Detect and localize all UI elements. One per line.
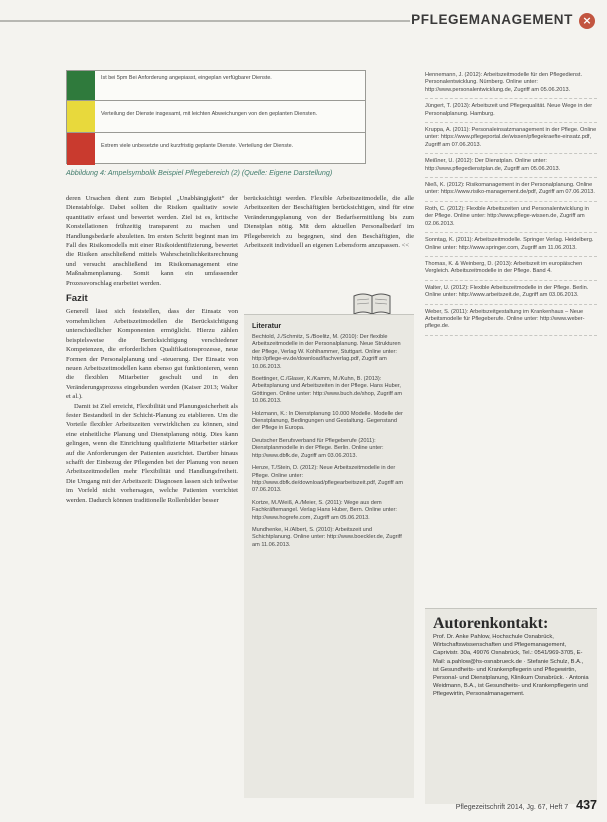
reference-item: Holzmann, K.: In Dienstplanung 10.000 Modelle. Modelle der Dienstplanung, Bedingungen und Gestaltung. Gegenstand der Pflege in Europa. (252, 410, 403, 432)
section-title: PFLEGEMANAGEMENT (411, 12, 573, 27)
figure-row-yellow (67, 101, 365, 133)
page-header (0, 0, 607, 38)
reference-item: Walter, U. (2012): Flexible Arbeitszeitmodelle in der Pflege. Berlin. Online unter: http://www.arbeitszeit.de, Zugriff am 03.06.2013. (425, 285, 597, 305)
reference-item: Meißner, U. (2012): Der Dienstplan. Online unter: http://www.pflegedienstplan.de, Zugriff am 05.06.2013. (425, 158, 597, 178)
figure-row-text: Ist bei 5pm Bei Anforderung angepiasst, eingeplan verfügbarer Dienste. (101, 75, 272, 81)
green-swatch (67, 71, 95, 100)
reference-item: Kortze, M./Weiß, A./Meier, S. (2011): Wege aus dem Fachkräftemangel. Verlag Hans Huber, Bern. Online unter: http://www.hogrefe.com, Zugriff am 05.06.2013. (252, 499, 397, 521)
right-reference-column (425, 72, 597, 340)
literature-heading: Literatur (252, 321, 282, 330)
page-number: 437 (576, 798, 597, 812)
text-column-2 (244, 194, 414, 250)
text-column-1 (66, 194, 238, 505)
section-heading-fazit: Fazit (66, 293, 88, 305)
literature-box (244, 314, 414, 798)
author-heading: Autorenkontakt: (433, 615, 549, 632)
body-paragraph: Generell lässt sich feststellen, dass der Einsatz von vornehmlichen Arbeitszeitmodellen die Berücksichtigung unterschiedlicher Komponenten ermöglicht. Hierzu zählen beispielsweise die Berücksichtigung verschiedener Kompetenzen, die erforderlichen Qualifikationsprozesse, neue Formen der Personalplanung und -steuerung. Der Einsatz von neuen Arbeitszeitmodellen kann ebenso gut funktionieren, wenn die flexiblen Mitarbeiter geschult und in den Veränderungsprozess eingebunden werden (Kaiser 2013; Walter et al.). (66, 308, 238, 401)
traffic-light-figure (66, 70, 366, 164)
red-swatch (67, 133, 95, 165)
figure-row-text: Extrem viele unbesetzte und kurzfristig geplante Dienste. Verteilung der Dienste. (101, 143, 294, 149)
reference-item: Roth, C. (2012): Flexible Arbeitszeiten und Personalentwicklung in der Pflege. Online unter: http://www.pflege-wissen.de, Zugriff am 02.06.2013. (425, 206, 597, 233)
author-text: Prof. Dr. Anke Pahlow, Hochschule Osnabrück, Wirtschaftswissenschaften und Pflegemanagement, Caprivistr. 30a, 49076 Osnabrück, Tel.: 0541/969-3705, E-Mail: a.pahlow@hs-osnabrueck.de · Stefanie Schulz, B.A., ist Gesundheits- und Krankenpflegerin und Pflegewirtin, Personal- und Dienstplanung, Klinikum Osnabrück. · Antonia Weidmann, B.A., ist Gesundheits- und Krankenpflegerin und Pflegewirtin, Personalmanagement. (433, 634, 589, 698)
body-paragraph: berücksichtigt werden. Flexible Arbeitszeitmodelle, die alle Arbeitszeiten der Beschäftigten berücksichtigen, sind für eine Veränderungsplanung von der Bedarfsermittlung bis zum Dienstplan nötig. Mit dem aktuellen Personalbedarf im Pflegebereich zu begegnen, sind den Beschäftigten, die Arbeitszeit individuell an eigenen Lebensform anzupassen. << (244, 195, 414, 250)
reference-item: Mundhenke, H./Albert, S. (2010): Arbeitszeit und Schichtplanung. Online unter: http://www.boeckler.de, Zugriff am 11.06.2013. (252, 526, 402, 548)
reference-item: Boettinger, C./Glaser, K./Kamm, M./Kuhn, B. (2013): Arbeitsplanung und Arbeitszeiten in der Pflege. Hans Huber, Göttingen. Online unter: http://www.buch.de/shop, Zugriff am 10.06.2013. (252, 376, 403, 405)
figure-caption: Abbildung 4: Ampelsymbolik Beispiel Pflegebereich (2) (Quelle: Eigene Darstellung) (66, 168, 333, 177)
journal-citation: Pflegezeitschrift 2014, Jg. 67, Heft 7 (455, 804, 569, 811)
author-contact-box (425, 608, 597, 804)
reference-item: Weber, S. (2011): Arbeitszeitgestaltung im Krankenhaus – Neue Arbeitsmodelle für Pflegeberufe. Online unter: http://www.weber-pflege.de. (425, 309, 597, 336)
reference-item: Bechtold, J./Schmitz, S./Boelitz, M. (2010): Der flexible Arbeitszeitmodelle in der Personalplanung. Neue Strukturen der Pflege, Verlag W. Kohlhammer, Stuttgart. Online unter: http://pflege-ev.de/download/fachverlag.pdf, Zugriff am 10.06.2013. (252, 334, 401, 370)
reference-item: Hennemann, J. (2012): Arbeitszeitmodelle für den Pflegedienst. Personalentwicklung. Nürnberg. Online unter: http://www.personalentwicklung.de, Zugriff am 05.06.2013. (425, 72, 597, 99)
reference-item: Jüngert, T. (2013): Arbeitszeit und Pflegequalität. Neue Wege in der Personalplanung. Hamburg. (425, 103, 597, 123)
body-paragraph: deren Ursachen dient zum Beispiel „Unabhängigkeit“ der Dienstabfolge. Dabei sollten die Risiken qualitativ sowie quantitativ erfasst und bewertet werden. Ziel ist es, kritische Konstellationen frühzeitig transparent zu machen und Handlungsbedarfe abzuleiten. Im ersten Schritt beginnt man im Fall des Risikomodells mit einer Risikoidentifizierung, bewertet die Risiken anschließend mittels Wahrscheinlichkeitsrechnung und versucht anschließend im Risikomanagement eine Maßnahmenplanung. Somit kann ein umfassender Prozessvorschlag erarbeitet werden. (66, 195, 238, 287)
reference-item: Nieß, K. (2012): Risikomanagement in der Personalplanung. Online unter: https://www.risiko-management.de/pdf, Zugriff am 07.06.2013. (425, 182, 597, 202)
book-icon (352, 290, 392, 316)
page-footer (456, 798, 597, 812)
header-rule (0, 20, 410, 22)
figure-row-green (67, 71, 365, 101)
reference-item: Henze, T./Stein, D. (2012): Neue Arbeitszeitmodelle in der Pflege. Online unter: http://www.dbfk.de/download/pflegearbeitszeit.pdf, Zugriff am 07.06.2013. (252, 465, 404, 494)
reference-item: Sonntag, K. (2011): Arbeitszeitmodelle. Springer Verlag. Heidelberg. Online unter: http://www.springer.com, Zugriff am 11.06.2013. (425, 237, 597, 257)
close-icon: × (579, 13, 595, 29)
reference-item: Deutscher Berufsverband für Pflegeberufe (2011): Dienstplanmodelle in der Pflege. Berlin. Online unter: http://www.dbfk.de, Zugriff am 03.06.2013. (252, 437, 384, 459)
body-paragraph: Damit ist Ziel erreicht, Flexibilität und Planungssicherheit als fester Bestandteil in der Schicht-Planung zu etablieren. Um die Vorteile flexibler Arbeitszeiten verwirklichen zu können, sind eine einheitliche Planung und Dienstplanung nötig. Dies kann gelingen, wenn die Einrichtung qualifizierte Mitarbeiter stärker auf die Anforderungen der Patienten ausrichtet. Darüber hinaus schafft der Einbezug der Pflegenden bei der Planung von neuen Arbeitszeitmodellen mehr Flexibilität und Handlungsfreiheit. Die Umgang mit der Arbeitszeit: Diagnosen lassen sich teilweise im Vorfeld nicht vorhersagen, welche Patienten vorrichtet werden. Dadurch können traditionelle Rollenbilder besser (66, 402, 238, 504)
yellow-swatch (67, 101, 95, 132)
reference-item: Thomas, K. & Weinberg, D. (2013): Arbeitszeit im europäischen Vergleich. Arbeitszeitmodelle in der Pflege. Band 4. (425, 261, 597, 281)
reference-item: Kruppa, A. (2011): Personaleinsatzmanagement in der Pflege. Online unter: https://www.pflegeportal.de/wissen/pflegekraefte-einsatz.pdf, Zugriff am 07.06.2013. (425, 127, 597, 154)
figure-row-red (67, 133, 365, 165)
figure-row-text: Verteilung der Dienste insgesamt, mit leichten Abweichungen von den geplanten Diensten. (101, 111, 318, 117)
